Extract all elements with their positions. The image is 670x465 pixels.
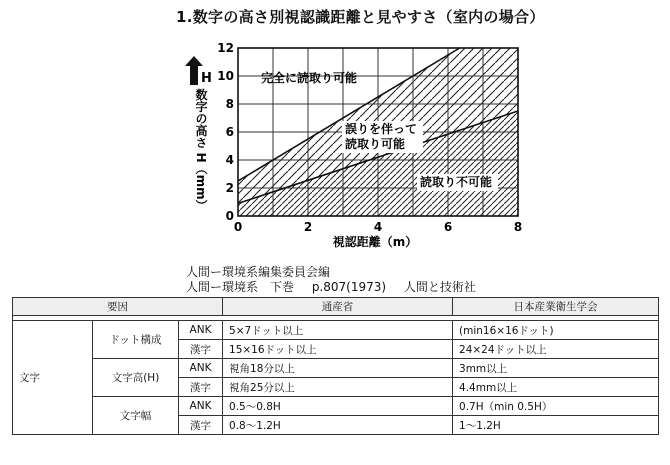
x-axis-label: 視認距離（m） bbox=[332, 235, 418, 249]
table-row bbox=[13, 397, 659, 416]
source-line-1: 人間ー環境系編集委員会編 bbox=[186, 265, 331, 279]
type-cell: ANK bbox=[179, 359, 223, 378]
type-cell: 漢字 bbox=[179, 378, 223, 397]
type-cell: ANK bbox=[179, 397, 223, 416]
y-axis-symbol: H bbox=[201, 71, 212, 86]
y-axis-label: 数字の高さ H（mm） bbox=[194, 88, 208, 212]
source-book: 人間ー環境系 下巻 bbox=[186, 280, 295, 294]
agency-cell: 5×7ドット以上 bbox=[223, 321, 453, 340]
header-agency: 通産省 bbox=[223, 298, 453, 316]
region-label-unreadable: 読取り不可能 bbox=[420, 175, 493, 189]
header-factor: 要因 bbox=[13, 298, 223, 316]
agency-cell: 0.5～0.8H bbox=[223, 397, 453, 416]
group-name: 文字幅 bbox=[93, 397, 179, 435]
jis-cell: 0.7H（min 0.5H） bbox=[453, 397, 659, 416]
group-name: ドット構成 bbox=[93, 321, 179, 359]
table-row bbox=[13, 359, 659, 378]
jis-cell: 3mm以上 bbox=[453, 359, 659, 378]
x-tick-label: 2 bbox=[303, 220, 313, 234]
jis-cell: (min16×16ドット) bbox=[453, 321, 659, 340]
y-tick-label: 8 bbox=[225, 97, 234, 111]
type-cell: ANK bbox=[179, 321, 223, 340]
region-label-error-prone: 読取り可能 bbox=[345, 137, 406, 151]
x-tick-label: 6 bbox=[443, 220, 453, 234]
x-tick-label: 4 bbox=[373, 220, 383, 234]
y-tick-label: 10 bbox=[217, 69, 234, 83]
agency-cell: 0.8～1.2H bbox=[223, 416, 453, 435]
y-tick-label: 12 bbox=[217, 41, 234, 55]
table-header-row bbox=[13, 298, 659, 316]
y-tick-label: 2 bbox=[225, 181, 234, 195]
x-tick-label: 8 bbox=[513, 220, 523, 234]
source-line-2 bbox=[186, 278, 490, 295]
group-name: 文字高(H) bbox=[93, 359, 179, 397]
agency-cell: 視角18分以上 bbox=[223, 359, 453, 378]
agency-cell: 15×16ドット以上 bbox=[223, 340, 453, 359]
jis-cell: 4.4mm以上 bbox=[453, 378, 659, 397]
type-cell: 漢字 bbox=[179, 416, 223, 435]
region-label-readable: 完全に読取り可能 bbox=[261, 71, 358, 85]
source-page: p.807(1973) bbox=[311, 280, 387, 294]
requirements-table bbox=[12, 297, 659, 435]
y-tick-label: 4 bbox=[225, 153, 234, 167]
x-tick-label: 0 bbox=[233, 220, 243, 234]
y-tick-label: 0 bbox=[225, 209, 234, 223]
jis-cell: 24×24ドット以上 bbox=[453, 340, 659, 359]
y-tick-label: 6 bbox=[225, 125, 234, 139]
jis-cell: 1～1.2H bbox=[453, 416, 659, 435]
agency-cell: 視角25分以上 bbox=[223, 378, 453, 397]
type-cell: 漢字 bbox=[179, 340, 223, 359]
chart-title: 1.数字の高さ別視認識距離と見やすさ（室内の場合） bbox=[176, 8, 545, 26]
category-cell: 文字 bbox=[13, 321, 93, 435]
table-row bbox=[13, 321, 659, 340]
region-label-error-prone: 誤りを伴って bbox=[345, 122, 418, 136]
source-publisher: 人間と技術社 bbox=[403, 280, 476, 294]
header-jis: 日本産業衛生学会 bbox=[453, 298, 659, 316]
